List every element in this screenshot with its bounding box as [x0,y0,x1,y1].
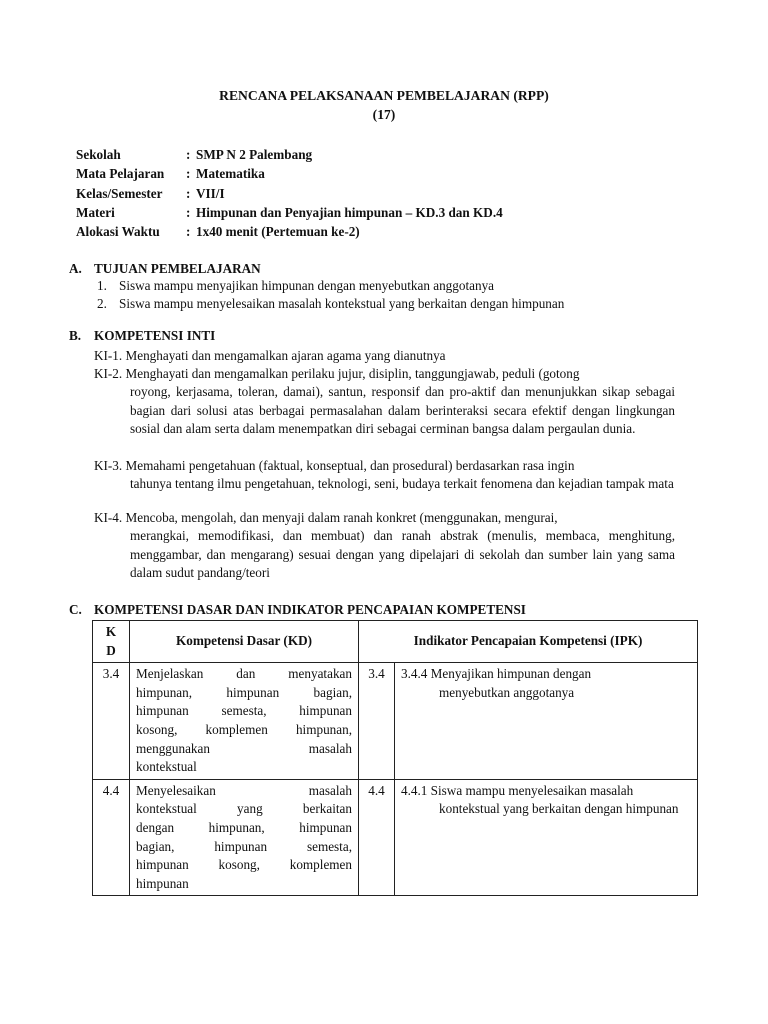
identity-value: 1x40 menit (Pertemuan ke-2) [196,224,360,240]
ki-first-line: KI-1. Menghayati dan mengamalkan ajaran agama yang dianutnya [94,348,446,363]
identity-label: Mata Pelajaran [76,166,165,182]
list-number: 2. [97,296,107,311]
kd-line: kontekstual [136,759,197,775]
ipk-first-line: 4.4.1 Siswa mampu menyelesaikan masalah [401,782,634,798]
identity-value: VII/I [196,185,225,201]
ki-continuation: merangkai, memodifikasi, dan membuat) dan ranah abstrak (menulis, membaca, menghitung, menggambar, dan mengarang) sesuai dengan yang dipelajari di sekolah dan sumber lain yang sama dalam sudut pandang/teori [130,528,675,581]
section-title: TUJUAN PEMBELAJARAN [94,261,261,276]
ki-first-line: KI-4. Mencoba, mengolah, dan menyaji dalam ranah konkret (menggunakan, mengurai, [94,510,558,525]
identity-value: SMP N 2 Palembang [196,147,313,162]
header-ipk: Indikator Pencapaian Kompetensi (IPK) [359,621,698,663]
identity-value: Himpunan dan Penyajian himpunan – KD.3 dan KD.4 [196,204,503,220]
header-kd-code [93,621,130,663]
section-title: KOMPETENSI DASAR DAN INDIKATOR PENCAPAIAN KOMPETENSI [94,602,526,617]
ipk-description [395,779,698,896]
section-letter: A. [69,261,82,276]
table-row [93,663,698,780]
kd-line: kontekstual yang berkaitan [136,801,352,817]
list-number: 1. [97,278,107,293]
kd-line: dengan himpunan, himpunan [136,819,352,835]
kd-description [130,663,359,780]
identity-row-sekolah [76,145,503,164]
kd-line: Menjelaskan dan menyatakan [136,666,352,682]
kd-line: himpunan [136,875,189,891]
ki-1 [94,347,675,365]
header-kd-desc: Kompetensi Dasar (KD) [130,621,359,663]
header-kd-d: D [106,642,116,658]
identity-colon: : [186,166,191,182]
identity-value: Matematika [196,166,265,182]
document-number: (17) [372,107,396,122]
kd-line: himpunan semesta, himpunan [136,703,352,719]
identity-label: Kelas/Semester [76,185,163,201]
ki-4 [94,509,675,583]
section-c-heading [69,602,526,618]
section-title: KOMPETENSI INTI [94,328,216,343]
kd-line: himpunan, himpunan bagian, [136,684,352,700]
list-text: Siswa mampu menyajikan himpunan dengan menyebutkan anggotanya [119,278,495,293]
identity-label: Materi [76,204,115,220]
kd-line: bagian, himpunan semesta, [136,838,352,854]
objectives-list [97,277,564,313]
identity-colon: : [186,204,191,220]
kd-line: himpunan kosong, komplemen [136,857,352,873]
list-item [97,295,564,313]
table-row [93,779,698,896]
identity-row-alokasi [76,222,503,241]
identity-row-materi [76,203,503,222]
document-title: RENCANA PELAKSANAAN PEMBELAJARAN (RPP) [219,88,549,103]
identity-colon: : [186,185,191,201]
table-header-row [93,621,698,663]
kd-line: menggunakan masalah [136,740,352,756]
section-letter: C. [69,602,82,617]
ki-continuation: tahunya tentang ilmu pengetahuan, teknologi, seni, budaya terkait fenomena dan kejadian tampak mata [130,476,674,491]
ipk-first-line: 3.4.4 Menyajikan himpunan dengan [401,666,592,682]
ki-3 [94,457,675,494]
list-text: Siswa mampu menyelesaikan masalah kontekstual yang berkaitan dengan himpunan [119,296,565,311]
ipk-code: 3.4 [359,663,395,780]
identity-block [76,145,503,241]
kd-line: Menyelesaikan masalah [136,782,352,798]
ipk-continuation: menyebutkan anggotanya [439,684,575,700]
identity-label: Sekolah [76,147,121,162]
identity-row-kelas [76,184,503,203]
kd-code: 3.4 [93,663,130,780]
kd-line: kosong, komplemen himpunan, [136,721,352,737]
identity-label: Alokasi Waktu [76,224,160,240]
kd-ipk-table [92,620,698,896]
section-letter: B. [69,328,82,343]
header-kd-k: K [105,624,117,639]
ki-first-line: KI-2. Menghayati dan mengamalkan perilaku jujur, disiplin, tanggungjawab, peduli (gotong [94,366,580,381]
identity-row-mapel [76,164,503,183]
ipk-description [395,663,698,780]
ki-continuation: royong, kerjasama, toleran, damai), santun, responsif dan pro-aktif dan menunjukkan sikap sebagai bagian dari solusi atas berbagai permasalahan dalam berinteraksi secara efektif dengan lingkungan sosial dan alam serta dalam menempatkan diri sebagai cerminan bangsa dalam pergaulan dunia. [130,384,675,437]
ki-first-line: KI-3. Memahami pengetahuan (faktual, konseptual, dan prosedural) berdasarkan rasa ingin [94,458,575,473]
kd-description [130,779,359,896]
identity-colon: : [186,224,191,240]
kd-code: 4.4 [93,779,130,896]
ipk-code: 4.4 [359,779,395,896]
list-item [97,277,564,295]
section-b-heading [69,328,215,344]
ki-2 [94,365,675,439]
identity-colon: : [186,147,191,162]
section-a-heading [69,261,261,277]
ipk-continuation: kontekstual yang berkaitan dengan himpunan [439,801,679,817]
